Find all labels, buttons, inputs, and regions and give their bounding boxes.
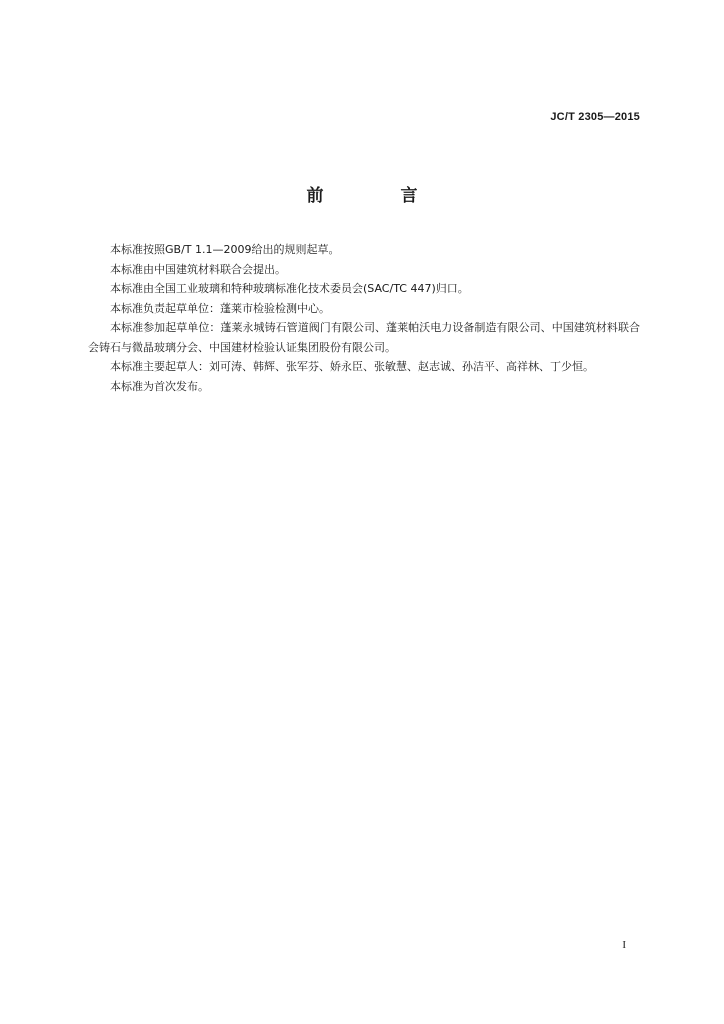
foreword-body (88, 240, 640, 396)
paragraph-lead-drafter: 本标准负责起草单位：蓬莱市检验检测中心。 (110, 301, 330, 315)
paragraph-drafting-rules: 本标准按照GB/T 1.1—2009给出的规则起草。 (110, 243, 340, 256)
paragraph-participating-drafters: 本标准参加起草单位：蓬莱永城铸石管道阀门有限公司、蓬莱帕沃电力设备制造有限公司、中国建筑材料联合会铸石与微晶玻璃分会、中国建材检验认证集团股份有限公司。 (88, 321, 640, 354)
page-number: I (622, 939, 626, 951)
paragraph-proposer: 本标准由中国建筑材料联合会提出。 (110, 262, 286, 276)
standard-code: JC/T 2305—2015 (550, 111, 640, 123)
paragraph-main-drafters: 本标准主要起草人：刘可涛、韩辉、张军芬、娇永臣、张敏慧、赵志诚、孙洁平、高祥林、丁少恒。 (110, 360, 594, 373)
paragraph-administrator: 本标准由全国工业玻璃和特种玻璃标准化技术委员会(SAC/TC 447)归口。 (110, 282, 469, 295)
paragraph-first-release: 本标准为首次发布。 (110, 379, 209, 393)
page-title: 前 言 (306, 186, 448, 206)
